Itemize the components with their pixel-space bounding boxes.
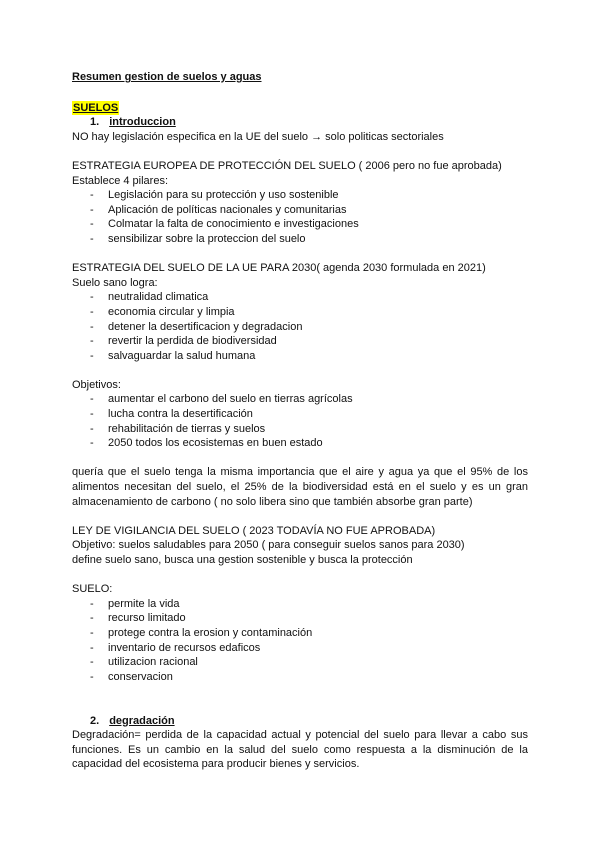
objetivos-list <box>72 392 528 450</box>
heading-introduccion <box>72 115 528 130</box>
heading-degradacion <box>72 714 528 729</box>
ley-heading: LEY DE VIGILANCIA DEL SUELO ( 2023 TODAVÍA NO FUE APROBADA) <box>72 524 436 537</box>
heading-number: 2. <box>90 714 100 727</box>
heading-label: introduccion <box>109 116 176 129</box>
list-item: - lucha contra la desertificación <box>72 407 528 422</box>
estrategia-eu-heading: ESTRATEGIA EUROPEA DE PROTECCIÓN DEL SUELO ( 2006 pero no fue aprobada) <box>72 159 502 172</box>
importancia-paragraph: quería que el suelo tenga la misma importancia que el aire y agua ya que el 95% de los alimentos necesitan del suelo, el 25% de la biodiversidad está en el suelo y es un gran almacenamiento de carbono ( no solo libera sino que también absorbe gran parte) <box>72 466 528 508</box>
list-item: - rehabilitación de tierras y suelos <box>72 422 528 437</box>
estrategia-2030-sub: Suelo sano logra: <box>72 276 158 289</box>
list-item: - inventario de recursos edaficos <box>72 641 528 656</box>
ley-line-2: define suelo sano, busca una gestion sostenible y busca la protección <box>72 554 413 566</box>
list-item: - salvaguardar la salud humana <box>72 349 528 364</box>
list-item: - sensibilizar sobre la proteccion del suelo <box>72 232 528 247</box>
list-item: - neutralidad climatica <box>72 290 528 305</box>
degradacion-paragraph: Degradación= perdida de la capacidad actual y potencial del suelo para llevar a cabo sus funciones. Es un cambio en la salud del suelo como respuesta a la disminución de la capacidad del ecosistema para producir bienes y servicios. <box>72 729 528 771</box>
heading-label: degradación <box>109 714 175 727</box>
estrategia-eu-sub: Establece 4 pilares: <box>72 174 168 187</box>
list-item: - Colmatar la falta de conocimiento e investigaciones <box>72 217 528 232</box>
list-item: - economia circular y limpia <box>72 305 528 320</box>
estrategia-eu-list <box>72 188 528 246</box>
intro-paragraph: NO hay legislación especifica en la UE del suelo → solo politicas sectoriales <box>72 130 444 143</box>
section-label-suelos: SUELOS <box>73 101 119 114</box>
list-item: - detener la desertificacion y degradacion <box>72 320 528 335</box>
suelo-heading: SUELO: <box>72 583 113 596</box>
list-item: - revertir la perdida de biodiversidad <box>72 334 528 349</box>
list-item: - recurso limitado <box>72 611 528 626</box>
list-item: - 2050 todos los ecosistemas en buen estado <box>72 436 528 451</box>
list-item: - utilizacion racional <box>72 655 528 670</box>
suelo-list <box>72 597 528 685</box>
estrategia-2030-list <box>72 290 528 363</box>
list-item: - permite la vida <box>72 597 528 612</box>
ley-line-1: Objetivo: suelos saludables para 2050 ( para conseguir suelos sanos para 2030) <box>72 539 465 552</box>
list-item: - Legislación para su protección y uso sostenible <box>72 188 528 203</box>
heading-number: 1. <box>90 116 100 129</box>
objetivos-heading: Objetivos: <box>72 378 121 391</box>
document-title: Resumen gestion de suelos y aguas <box>72 71 262 83</box>
list-item: - Aplicación de políticas nacionales y comunitarias <box>72 203 528 218</box>
estrategia-2030-heading: ESTRATEGIA DEL SUELO DE LA UE PARA 2030( agenda 2030 formulada en 2021) <box>72 262 486 275</box>
list-item: - protege contra la erosion y contaminación <box>72 626 528 641</box>
list-item: - aumentar el carbono del suelo en tierras agrícolas <box>72 392 528 407</box>
list-item: - conservacion <box>72 670 528 685</box>
